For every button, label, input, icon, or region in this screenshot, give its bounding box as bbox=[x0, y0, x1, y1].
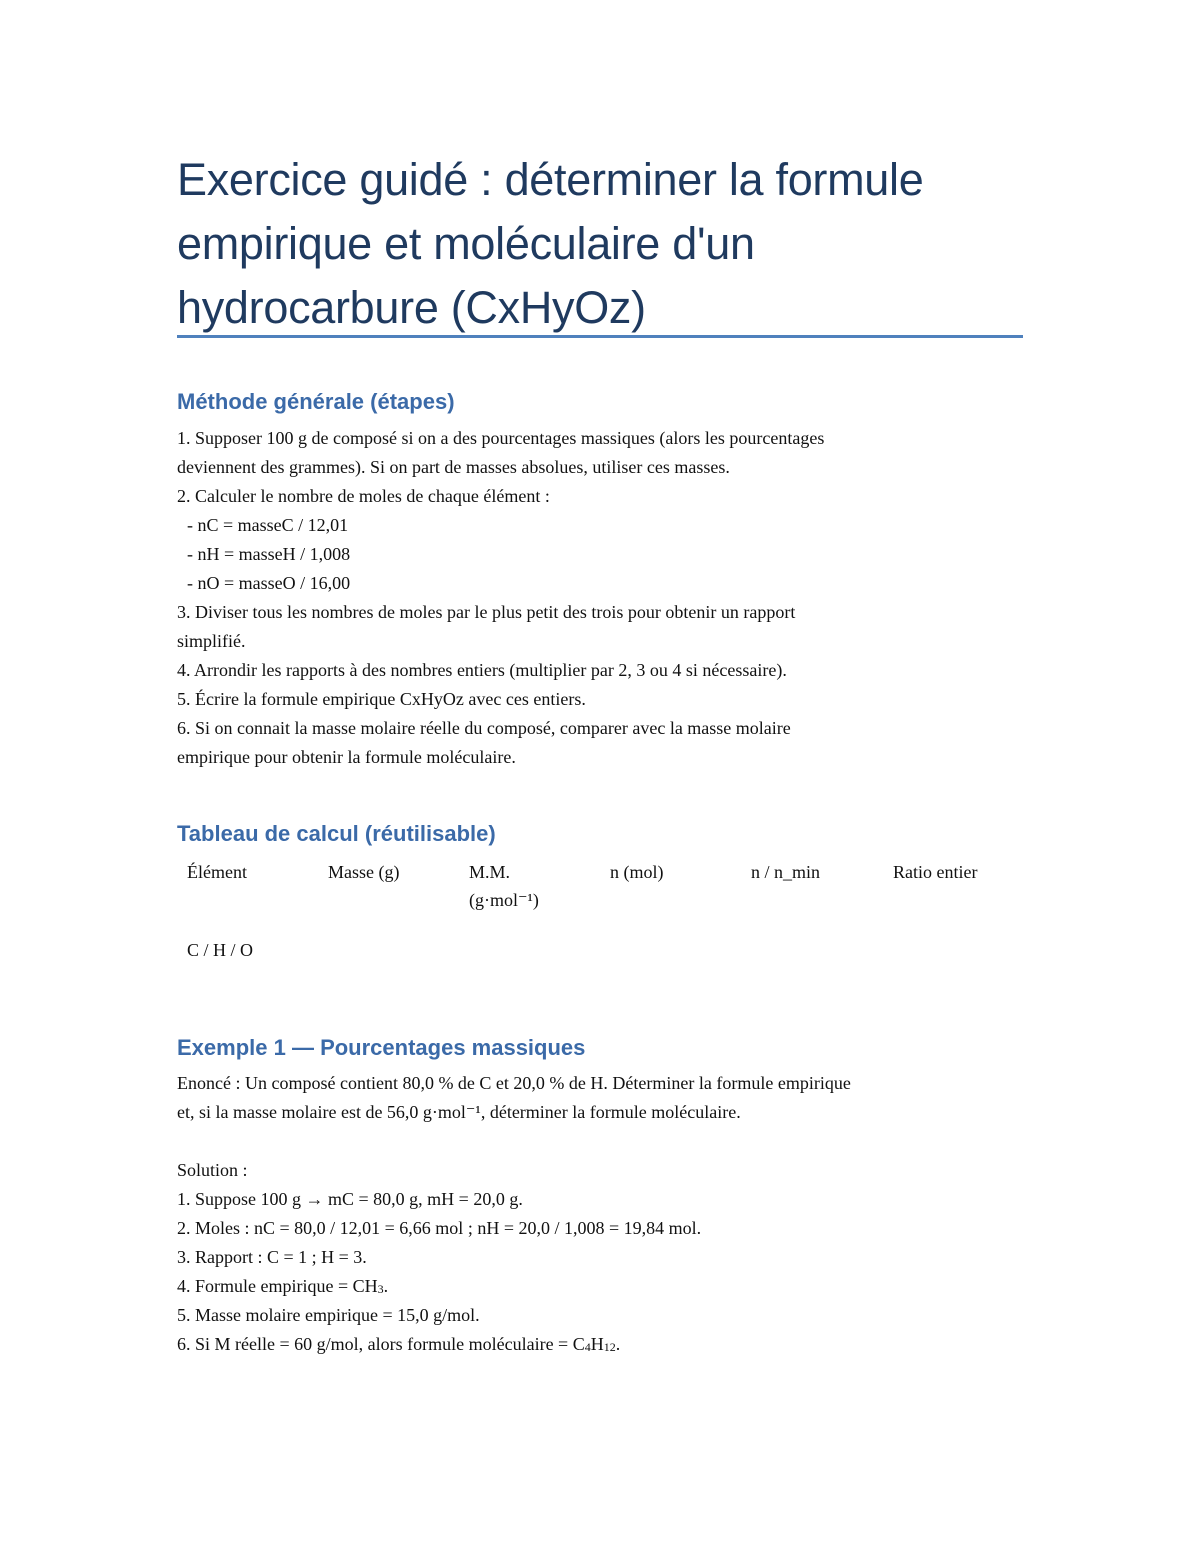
table-header-mm bbox=[469, 858, 539, 914]
enonce-line: et, si la masse molaire est de 56,0 g·mol⁻¹, déterminer la formule moléculaire. bbox=[177, 1102, 741, 1122]
table-header-n: n (mol) bbox=[610, 862, 664, 882]
solution-step-6 bbox=[177, 1330, 1023, 1359]
table-header-n-ratio: n / n_min bbox=[751, 862, 821, 882]
methode-line: 6. Si on connait la masse molaire réelle du composé, comparer avec la masse molaire bbox=[177, 718, 791, 738]
table-header-mm-line2: (g·mol⁻¹) bbox=[469, 890, 539, 910]
methode-line: empirique pour obtenir la formule moléculaire. bbox=[177, 747, 516, 767]
tableau-heading: Tableau de calcul (réutilisable) bbox=[177, 821, 496, 846]
table-header-element: Élément bbox=[187, 862, 247, 882]
table-header-masse: Masse (g) bbox=[328, 862, 400, 882]
methode-line: simplifié. bbox=[177, 631, 246, 651]
step6-end: . bbox=[615, 1334, 621, 1354]
table-header-mm-line1: M.M. bbox=[469, 862, 511, 882]
solution-step: 2. Moles : nC = 80,0 / 12,01 = 6,66 mol ; nH = 20,0 / 1,008 = 19,84 mol. bbox=[177, 1218, 702, 1238]
methode-steps bbox=[177, 424, 1023, 772]
solution-step: 1. Suppose 100 g → mC = 80,0 g, mH = 20,0 g. bbox=[177, 1189, 523, 1209]
methode-heading: Méthode générale (étapes) bbox=[177, 389, 455, 414]
methode-line: - nC = masseC / 12,01 bbox=[187, 515, 349, 535]
step4-text: 4. Formule empirique = CH bbox=[177, 1276, 378, 1296]
methode-line: 1. Supposer 100 g de composé si on a des pourcentages massiques (alors les pourcentages bbox=[177, 428, 825, 448]
methode-line: 5. Écrire la formule empirique CxHyOz avec ces entiers. bbox=[177, 689, 586, 709]
exemple1-heading: Exemple 1 — Pourcentages massiques bbox=[177, 1035, 586, 1060]
title-underline bbox=[177, 335, 1023, 338]
page-title: Exercice guidé : déterminer la formule empirique et moléculaire d'un hydrocarbure (CxHyOz) bbox=[177, 154, 924, 333]
table-row-element: C / H / O bbox=[187, 940, 254, 960]
step4-end: . bbox=[383, 1276, 389, 1296]
methode-line: 3. Diviser tous les nombres de moles par le plus petit des trois pour obtenir un rapport bbox=[177, 602, 796, 622]
step6-h: H bbox=[590, 1334, 604, 1354]
methode-line: - nO = masseO / 16,00 bbox=[187, 573, 351, 593]
methode-line: 2. Calculer le nombre de moles de chaque élément : bbox=[177, 486, 550, 506]
solution-label: Solution : bbox=[177, 1160, 248, 1180]
solution-step: 3. Rapport : C = 1 ; H = 3. bbox=[177, 1247, 367, 1267]
methode-line: - nH = masseH / 1,008 bbox=[187, 544, 351, 564]
methode-line: deviennent des grammes). Si on part de masses absolues, utiliser ces masses. bbox=[177, 457, 730, 477]
blank-line bbox=[177, 1127, 1023, 1156]
exemple1-body bbox=[177, 1069, 1023, 1359]
solution-step-4 bbox=[177, 1272, 1023, 1301]
solution-step: 5. Masse molaire empirique = 15,0 g/mol. bbox=[177, 1305, 480, 1325]
step6-subscript-h: 12 bbox=[603, 1340, 616, 1354]
step6-subscript-c: 4 bbox=[584, 1340, 591, 1354]
enonce-line: Enoncé : Un composé contient 80,0 % de C et 20,0 % de H. Déterminer la formule empirique bbox=[177, 1073, 851, 1093]
step6-text: 6. Si M réelle = 60 g/mol, alors formule moléculaire = C bbox=[177, 1334, 585, 1354]
table-header-ratio-entier: Ratio entier bbox=[893, 862, 978, 882]
step4-subscript: 3 bbox=[377, 1282, 384, 1296]
methode-line: 4. Arrondir les rapports à des nombres entiers (multiplier par 2, 3 ou 4 si nécessaire). bbox=[177, 660, 787, 680]
